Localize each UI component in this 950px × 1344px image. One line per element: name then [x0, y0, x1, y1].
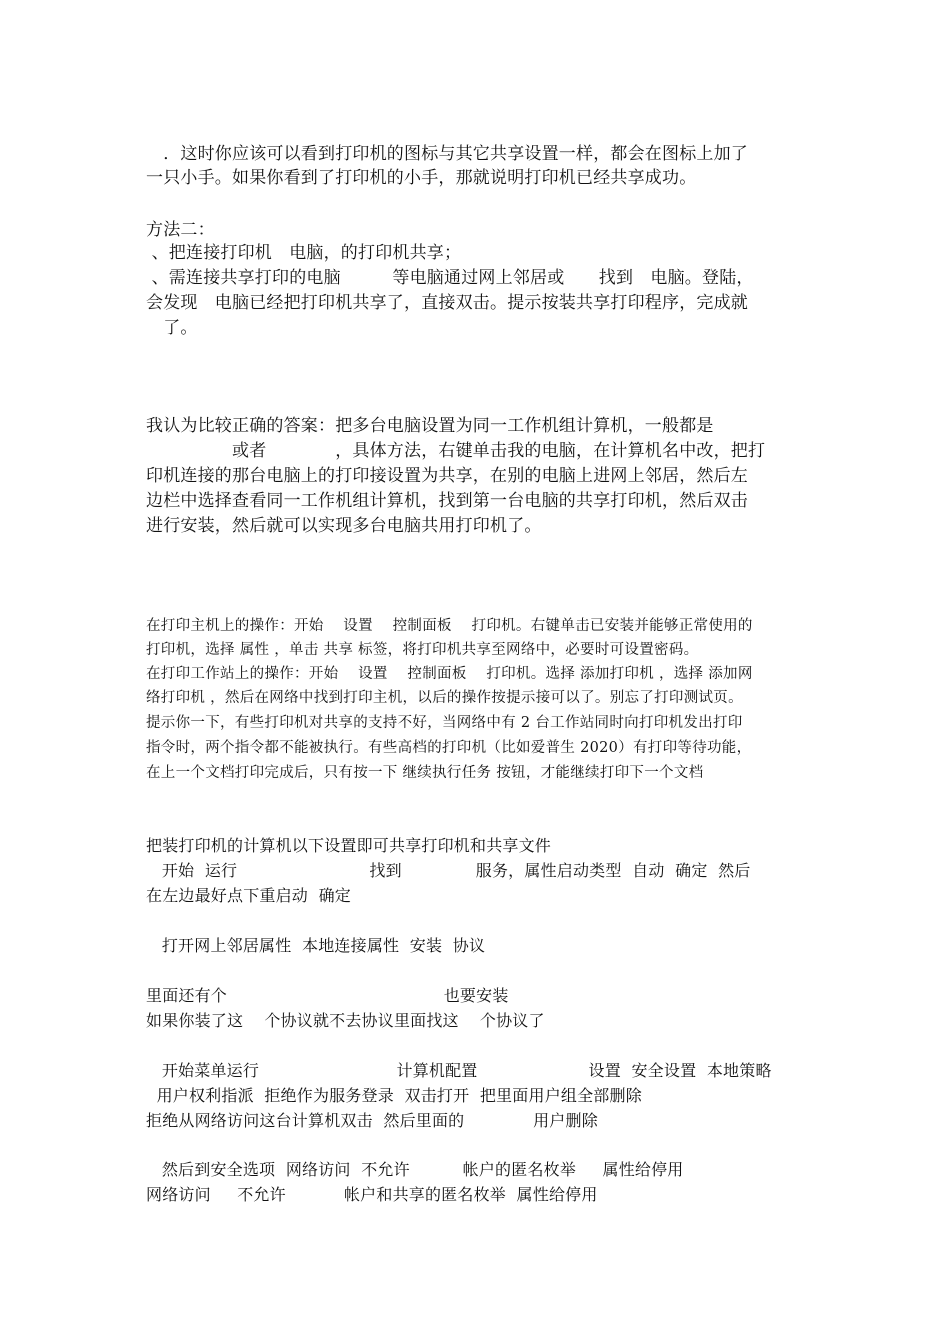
settings-line-3: 在左边最好点下重启动 确定: [146, 886, 351, 905]
operations-line-5: 提示你一下，有些打印机对共享的支持不好，当网络中有 2 台工作站同时向打印机发出打印: [146, 715, 743, 731]
settings-line-4: 打开网上邻居属性 本地连接属性 安装 协议: [146, 936, 486, 955]
answer-line-4: 边栏中选择查看同一工作机组计算机，找到第一台电脑的共享打印机，然后双击: [146, 491, 748, 511]
method2-line-3: 会发现 电脑已经把打印机共享了，直接双击。提示按装共享打印程序，完成就: [146, 293, 748, 313]
settings-line-9: 拒绝从网络访问这台计算机双击 然后里面的 用户删除: [146, 1111, 598, 1130]
method2-heading: 方法二：: [146, 220, 215, 240]
operations-line-3: 在打印工作站上的操作：开始 设置 控制面板 打印机。选择 添加打印机 ，选择 添加网: [146, 666, 753, 682]
settings-line-1: 把装打印机的计算机以下设置即可共享打印机和共享文件: [146, 836, 552, 855]
method2-line-4: 了。: [146, 318, 198, 338]
settings-line-11: 网络访问 不允许 帐户和共享的匿名枚举 属性给停用: [146, 1185, 598, 1204]
operations-line-7: 在上一个文档打印完成后，只有按一下 继续执行任务 按钮，才能继续打印下一个文档: [146, 765, 704, 781]
answer-line-2: 或者 ，具体方法，右键单击我的电脑，在计算机名中改，把打: [146, 441, 766, 461]
settings-line-2: 开始 运行 找到 服务，属性启动类型 自动 确定 然后: [146, 861, 751, 880]
intro-line-2: 一只小手。如果你看到了打印机的小手，那就说明打印机已经共享成功。: [146, 168, 697, 188]
settings-line-8: 用户权利指派 拒绝作为服务登录 双击打开 把里面用户组全部删除: [146, 1086, 642, 1105]
answer-line-5: 进行安装，然后就可以实现多台电脑共用打印机了。: [146, 516, 542, 536]
answer-line-3: 印机连接的那台电脑上的打印接设置为共享，在别的电脑上进网上邻居，然后左: [146, 466, 748, 486]
settings-line-5: 里面还有个 也要安装: [146, 986, 509, 1005]
method2-line-2: 、需连接共享打印的电脑 等电脑通过网上邻居或 找到 电脑。登陆，: [146, 268, 754, 288]
operations-line-1: 在打印主机上的操作：开始 设置 控制面板 打印机。右键单击已安装并能够正常使用的: [146, 618, 753, 634]
settings-line-6: 如果你装了这 个协议就不去协议里面找这 个协议了: [146, 1011, 545, 1030]
operations-line-6: 指令时，两个指令都不能被执行。有些高档的打印机（比如爱普生 2020）有打印等待功能，: [146, 740, 752, 756]
operations-line-4: 络打印机 ，然后在网络中找到打印主机，以后的操作按提示接可以了。别忘了打印测试页。: [146, 690, 743, 706]
settings-line-7: 开始菜单运行 计算机配置 设置 安全设置 本地策略: [146, 1061, 772, 1080]
operations-line-2: 打印机，选择 属性 ，单击 共享 标签，将打印机共享至网络中，必要时可设置密码。: [146, 642, 699, 658]
method2-line-1: 、把连接打印机 电脑，的打印机共享；: [146, 243, 462, 263]
intro-line-1: ．这时你应该可以看到打印机的图标与其它共享设置一样，都会在图标上加了: [146, 144, 748, 164]
settings-line-10: 然后到安全选项 网络访问 不允许 帐户的匿名枚举 属性给停用: [146, 1160, 684, 1179]
answer-line-1: 我认为比较正确的答案：把多台电脑设置为同一工作机组计算机，一般都是: [146, 416, 714, 436]
